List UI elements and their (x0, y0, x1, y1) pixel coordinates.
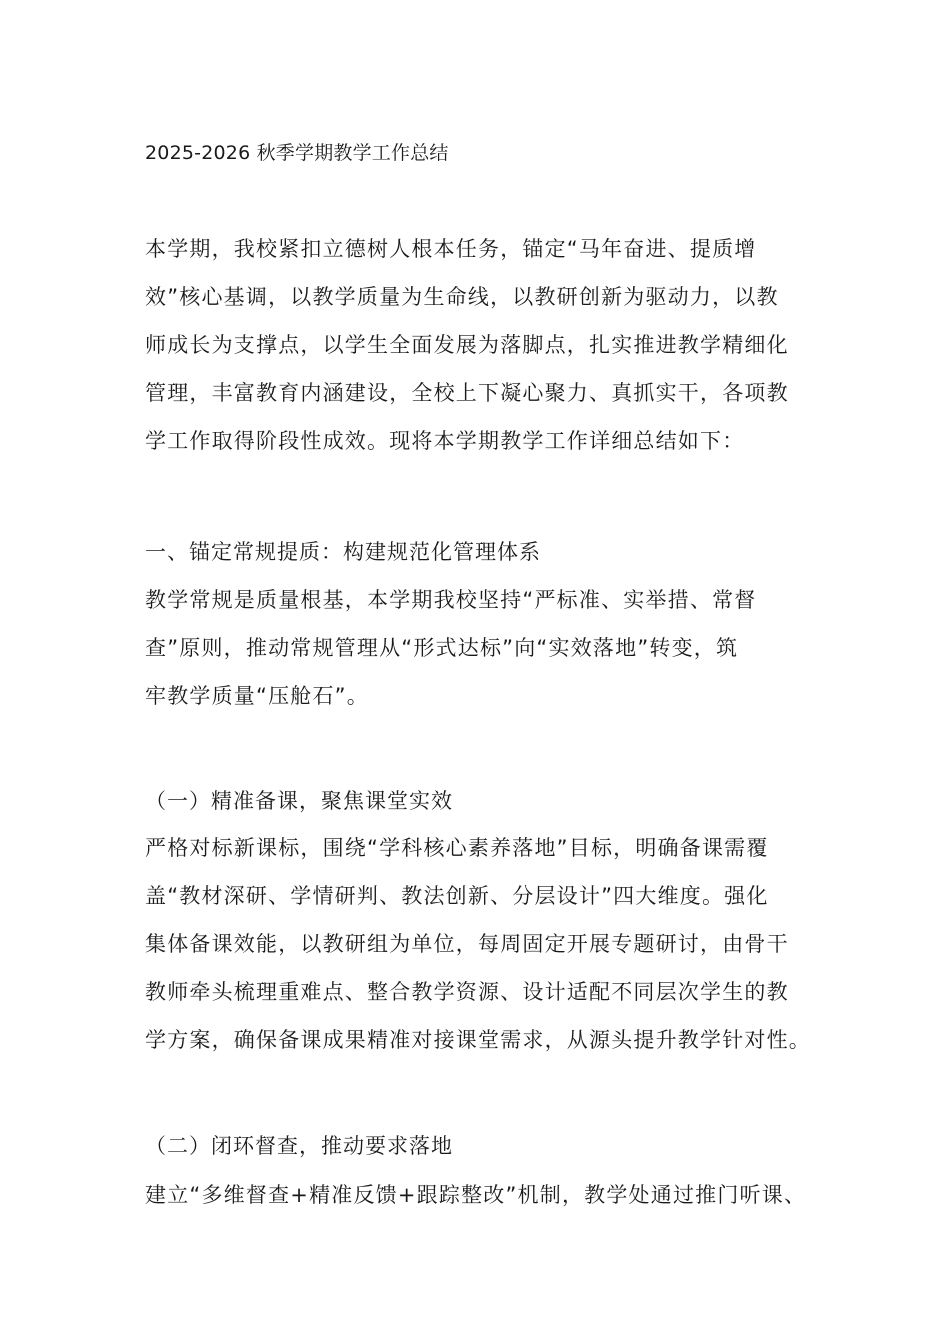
subsection-2-paragraph (145, 1171, 825, 1219)
intro-line: 管理，丰富教育内涵建设，全校上下凝心聚力、真抓实干，各项教 (145, 381, 789, 405)
paragraph-line: 学方案，确保备课成果精准对接课堂需求，从源头提升教学针对性。 (145, 1028, 811, 1052)
intro-paragraph (145, 225, 825, 465)
paragraph-line: 建立“多维督查+精准反馈+跟踪整改”机制，教学处通过推门听课、 (145, 1183, 807, 1207)
subsection-2-heading: （二）闭环督查，推动要求落地 (145, 1134, 453, 1158)
subsection-1-heading: （一）精准备课，聚焦课堂实效 (145, 789, 453, 813)
intro-line: 效”核心基调，以教学质量为生命线，以教研创新为驱动力，以教 (145, 285, 779, 309)
intro-line: 师成长为支撑点，以学生全面发展为落脚点，扎实推进教学精细化 (145, 333, 789, 357)
paragraph-line: 严格对标新课标，围绕“学科核心素养落地”目标，明确备课需覆 (145, 836, 769, 860)
paragraph-line: 集体备课效能，以教研组为单位，每周固定开展专题研讨，由骨干 (145, 932, 789, 956)
subsection-1-paragraph (145, 824, 825, 1064)
section-1-heading: 一、锚定常规提质：构建规范化管理体系 (145, 540, 541, 564)
paragraph-line: 查”原则，推动常规管理从“形式达标”向“实效落地”转变，筑 (145, 636, 739, 660)
intro-line: 学工作取得阶段性成效。现将本学期教学工作详细总结如下： (145, 429, 745, 453)
paragraph-line: 盖“教材深研、学情研判、教法创新、分层设计”四大维度。强化 (145, 884, 769, 908)
paragraph-line: 教师牵头梳理重难点、整合教学资源、设计适配不同层次学生的教 (145, 980, 789, 1004)
intro-line: 本学期，我校紧扣立德树人根本任务，锚定“马年奋进、提质增 (145, 237, 757, 261)
paragraph-line: 牢教学质量“压舱石”。 (145, 684, 369, 708)
paragraph-line: 教学常规是质量根基，本学期我校坚持“严标准、实举措、常督 (145, 588, 757, 612)
section-1-paragraph (145, 576, 825, 720)
document-title: 2025-2026 秋季学期教学工作总结 (145, 142, 449, 164)
